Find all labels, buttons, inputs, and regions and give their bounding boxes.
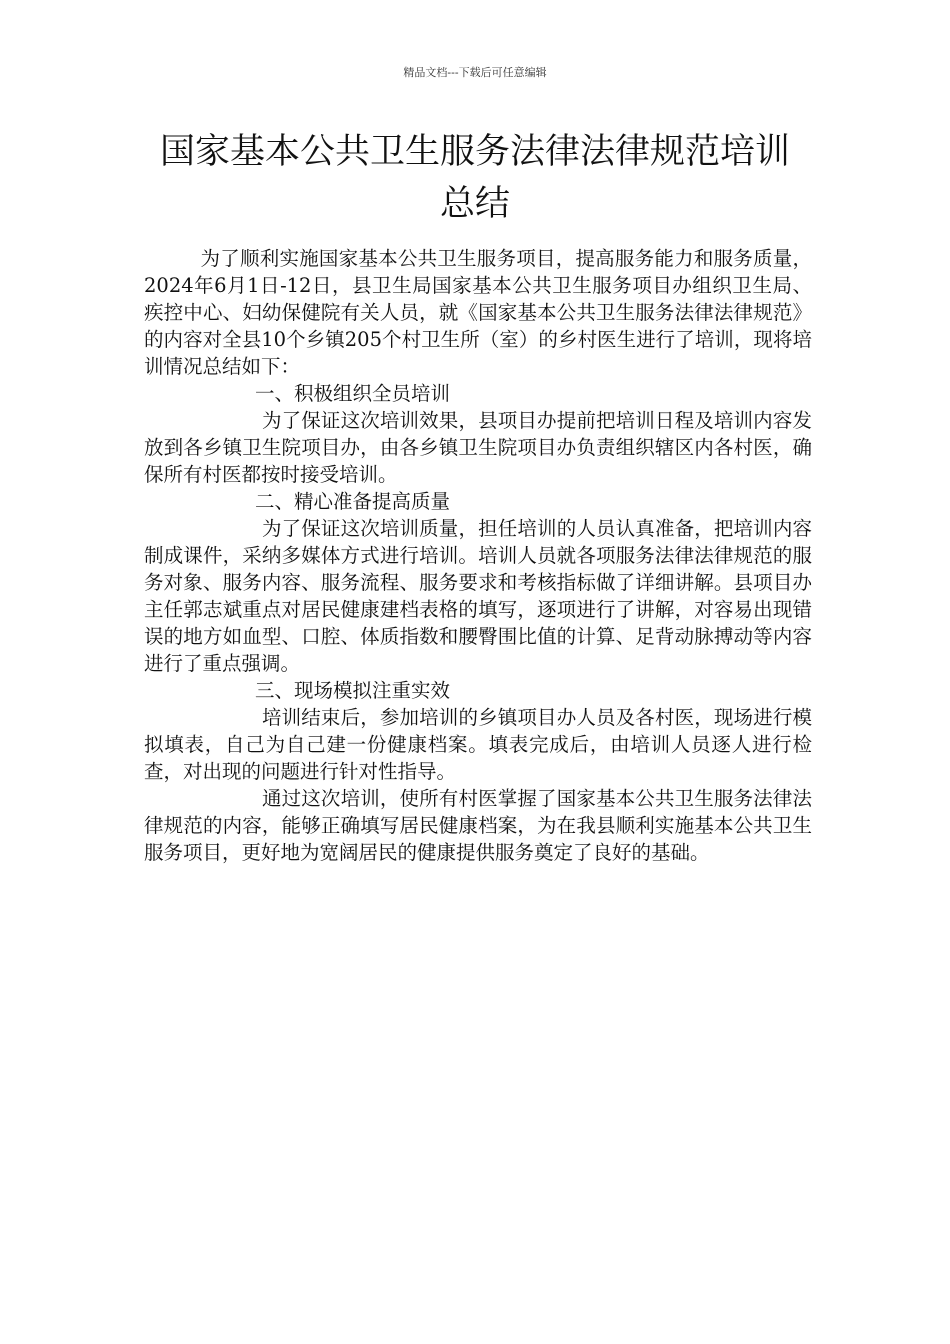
section-3-paragraph: 培训结束后，参加培训的乡镇项目办人员及各村医，现场进行模拟填表，自己为自己建一份健康档案。填表完成后，由培训人员逐人进行检查，对出现的问题进行针对性指导。 [144, 706, 812, 783]
section-2-heading: 二、精心准备提高质量 [255, 490, 451, 513]
section-3-heading: 三、现场模拟注重实效 [255, 679, 451, 702]
section-1-heading: 一、积极组织全员培训 [255, 382, 451, 405]
conclusion-paragraph: 通过这次培训，使所有村医掌握了国家基本公共卫生服务法律法律规范的内容，能够正确填写居民健康档案，为在我县顺利实施基本公共卫生服务项目，更好地为宽阔居民的健康提供服务奠定了良好的基础。 [144, 787, 812, 864]
intro-paragraph: 为了顺利实施国家基本公共卫生服务项目，提高服务能力和服务质量，2024年6月1日-12日，县卫生局国家基本公共卫生服务项目办组织卫生局、疾控中心、妇幼保健院有关人员，就《国家基本公共卫生服务法律法律规范》的内容对全县10个乡镇205个村卫生所（室）的乡村医生进行了培训，现将培训情况总结如下： [144, 247, 812, 378]
section-2-paragraph: 为了保证这次培训质量，担任培训的人员认真准备，把培训内容制成课件，采纳多媒体方式进行培训。培训人员就各项服务法律法律规范的服务对象、服务内容、服务流程、服务要求和考核指标做了详细讲解。县项目办主任郭志斌重点对居民健康建档表格的填写，逐项进行了讲解，对容易出现错误的地方如血型、口腔、体质指数和腰臀围比值的计算、足背动脉搏动等内容进行了重点强调。 [144, 517, 812, 675]
title-line-2: 总结 [439, 184, 510, 224]
section-1-paragraph: 为了保证这次培训效果，县项目办提前把培训日程及培训内容发放到各乡镇卫生院项目办，由各乡镇卫生院项目办负责组织辖区内各村医，确保所有村医都按时接受培训。 [144, 409, 812, 486]
page-header: 精品文档---下载后可任意编辑 [403, 66, 547, 79]
document-title [130, 126, 820, 230]
document-body [144, 245, 812, 866]
title-line-1: 国家基本公共卫生服务法律法律规范培训 [159, 132, 790, 172]
